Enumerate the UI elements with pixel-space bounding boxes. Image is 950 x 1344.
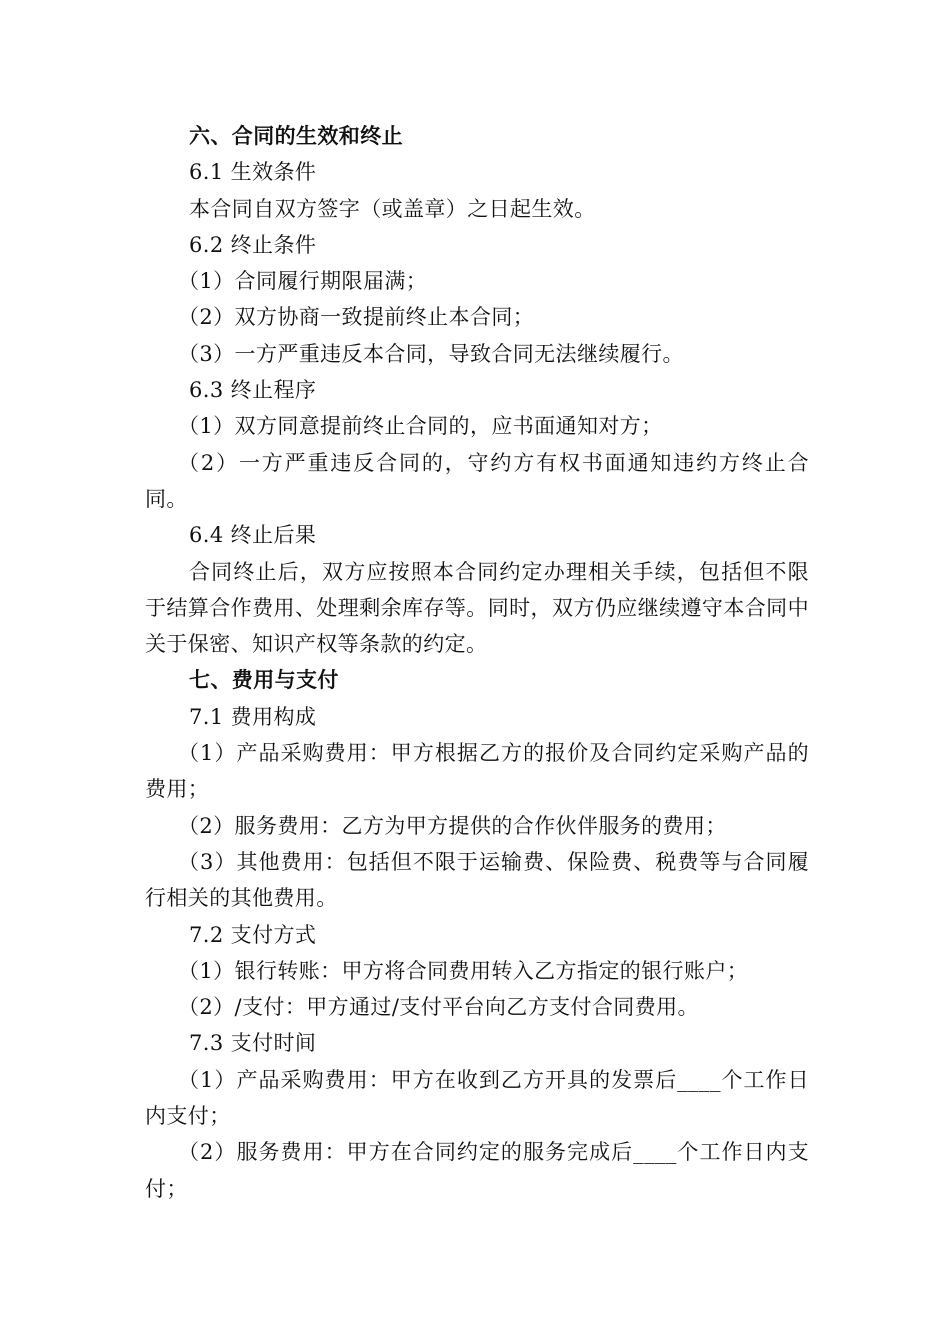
- clause-7-3-item-2: （2）服务费用：甲方在合同约定的服务完成后____个工作日内支付；: [145, 1140, 809, 1201]
- clause-7-1-item-3: （3）其他费用：包括但不限于运输费、保险费、税费等与合同履行相关的其他费用。: [145, 849, 809, 911]
- clause-7-3-title: 7.3 支付时间: [189, 1031, 317, 1056]
- clause-7-3-item-1: （1）产品采购费用：甲方在收到乙方开具的发票后____个工作日内支付；: [145, 1067, 809, 1129]
- clause-6-3-item-1: （1）双方同意提前终止合同的，应书面通知对方；: [178, 414, 663, 439]
- clause-6-3-item-2: （2）一方严重违反合同的，守约方有权书面通知违约方终止合同。: [145, 450, 809, 511]
- clause-6-1-text: 本合同自双方签字（或盖章）之日起生效。: [189, 196, 596, 221]
- clause-6-2-item-1: （1）合同履行期限届满；: [178, 269, 428, 294]
- clause-7-2-item-1: （1）银行转账：甲方将合同费用转入乙方指定的银行账户；: [178, 958, 749, 983]
- clause-6-2-item-2: （2）双方协商一致提前终止本合同；: [178, 305, 535, 330]
- clause-6-3-title: 6.3 终止程序: [189, 378, 317, 403]
- clause-7-1-title: 7.1 费用构成: [189, 704, 317, 729]
- clause-6-4-text: 合同终止后，双方应按照本合同约定办理相关手续，包括但不限于结算合作费用、处理剩余库存等。同时，双方仍应继续遵守本合同中关于保密、知识产权等条款的约定。: [145, 559, 809, 657]
- clause-6-2-item-3: （3）一方严重违反本合同，导致合同无法继续履行。: [178, 341, 684, 366]
- clause-6-1-title: 6.1 生效条件: [189, 160, 317, 185]
- clause-7-2-title: 7.2 支付方式: [189, 922, 317, 947]
- document-body: [145, 118, 809, 1207]
- clause-7-1-item-2: （2）服务费用：乙方为甲方提供的合作伙伴服务的费用；: [178, 813, 727, 838]
- clause-7-1-item-1: （1）产品采购费用：甲方根据乙方的报价及合同约定采购产品的费用；: [145, 741, 809, 802]
- section-heading-6: 六、合同的生效和终止: [189, 123, 403, 148]
- clause-6-4-title: 6.4 终止后果: [189, 523, 317, 548]
- clause-7-2-item-2: （2）/支付：甲方通过/支付平台向乙方支付合同费用。: [178, 995, 699, 1020]
- clause-6-2-title: 6.2 终止条件: [189, 232, 317, 257]
- section-heading-7: 七、费用与支付: [189, 667, 339, 693]
